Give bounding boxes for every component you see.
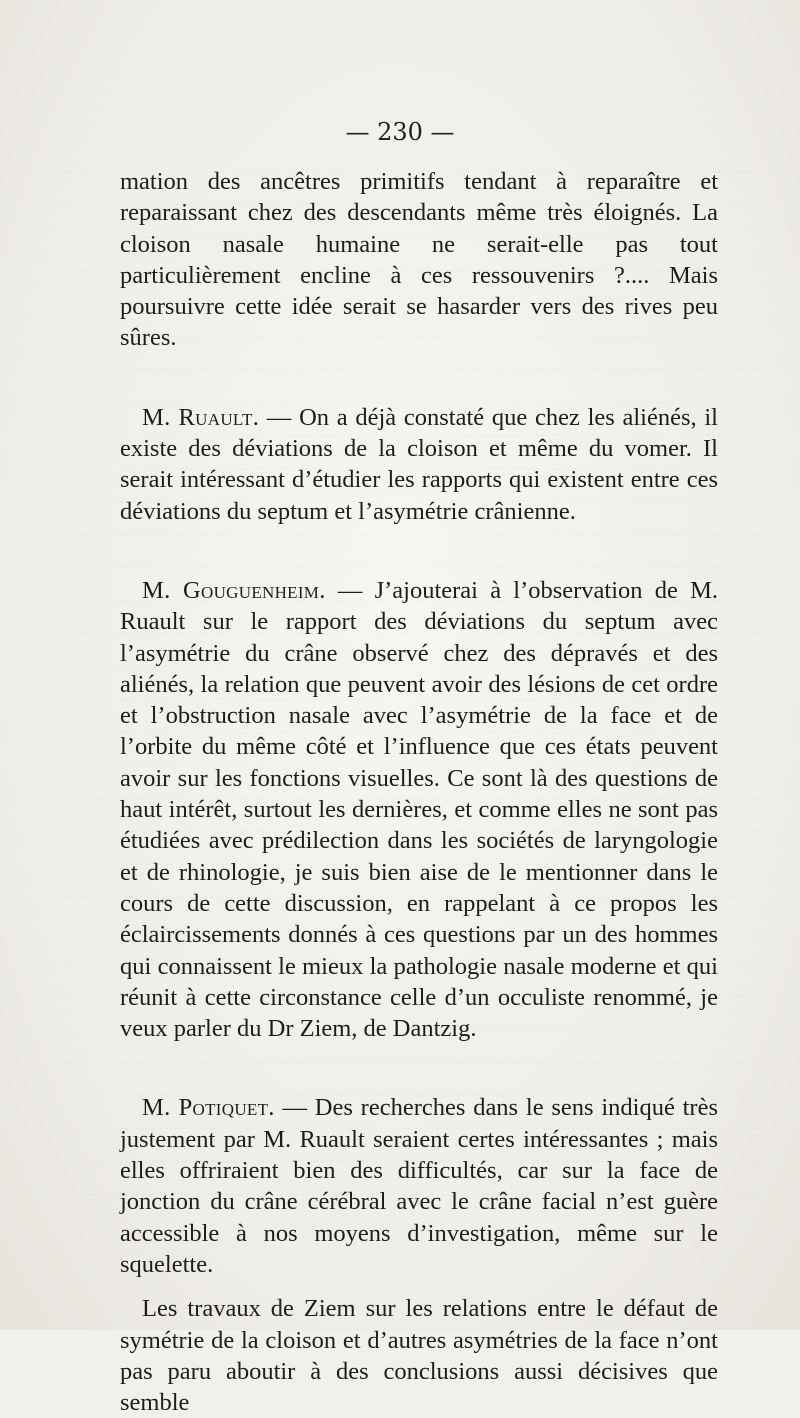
- paragraph-text: Les travaux de Ziem sur les relations entre le défaut de symétrie de la cloison et d’autres asymétries de la face n’ont pas paru aboutir à des conclusions aussi décisives que semble: [120, 1295, 718, 1417]
- paragraph-text: mation des ancêtres primitifs tendant à reparaître et reparaissant chez des descendants même très éloignés. La cloison nasale humaine ne serait-elle pas tout particulièrement encline à ces ressouvenirs ?.... Mais poursuivre cette idée serait se hasarder vers des rives peu sûres.: [120, 168, 718, 352]
- paragraph-ruault: [120, 402, 718, 527]
- speaker-name: M. Ruault.: [142, 403, 260, 431]
- paragraph-gouguenheim: [120, 575, 718, 1044]
- speaker-name: M. Gouguenheim.: [142, 576, 326, 604]
- paragraph-ziem-works: [120, 1293, 718, 1418]
- body-text: [120, 166, 718, 1418]
- paragraph-text: — On a déjà constaté que chez les aliénés, il existe des déviations de la cloison et même du vomer. Il serait intéressant d’étudier les rapports qui existent entre ces déviations du septum et l’asymétrie crânienne.: [120, 403, 718, 525]
- paragraph-continuation: [120, 166, 718, 354]
- paragraph-text: — J’ajouterai à l’observation de M. Ruault sur le rapport des déviations du septum avec l’asymétrie du crâne observé chez des dépravés et des aliénés, la relation que peuvent avoir des lésions de cet ordre et l’obstruction nasale avec l’asymétrie de la face et de l’orbite du même côté et l’influence que ces états peuvent avoir sur les fonctions visuelles. Ce sont là des questions de haut intérêt, surtout les dernières, et comme elles ne sont pas étudiées avec prédilection dans les sociétés de laryngologie et de rhinologie, je suis bien aise de le mentionner dans le cours de cette discussion, en rappelant à ce propos les éclaircissements donnés à ces questions par un des hommes qui connaissent le mieux la pathologie nasale moderne et qui réunit à cette circonstance celle d’un occuliste renommé, je veux parler du Dr Ziem, de Dantzig.: [120, 576, 719, 1043]
- paragraph-potiquet: [120, 1092, 718, 1280]
- speaker-name: M. Potiquet.: [142, 1094, 275, 1122]
- page-number: — 230 —: [345, 118, 455, 146]
- paragraph-text: — Des recherches dans le sens indiqué très justement par M. Ruault seraient certes intéressantes ; mais elles offriraient bien des difficultés, car sur la face de jonction du crâne cérébral avec le crâne facial n’est guère accessible à nos moyens d’investigation, même sur le squelette.: [120, 1094, 718, 1278]
